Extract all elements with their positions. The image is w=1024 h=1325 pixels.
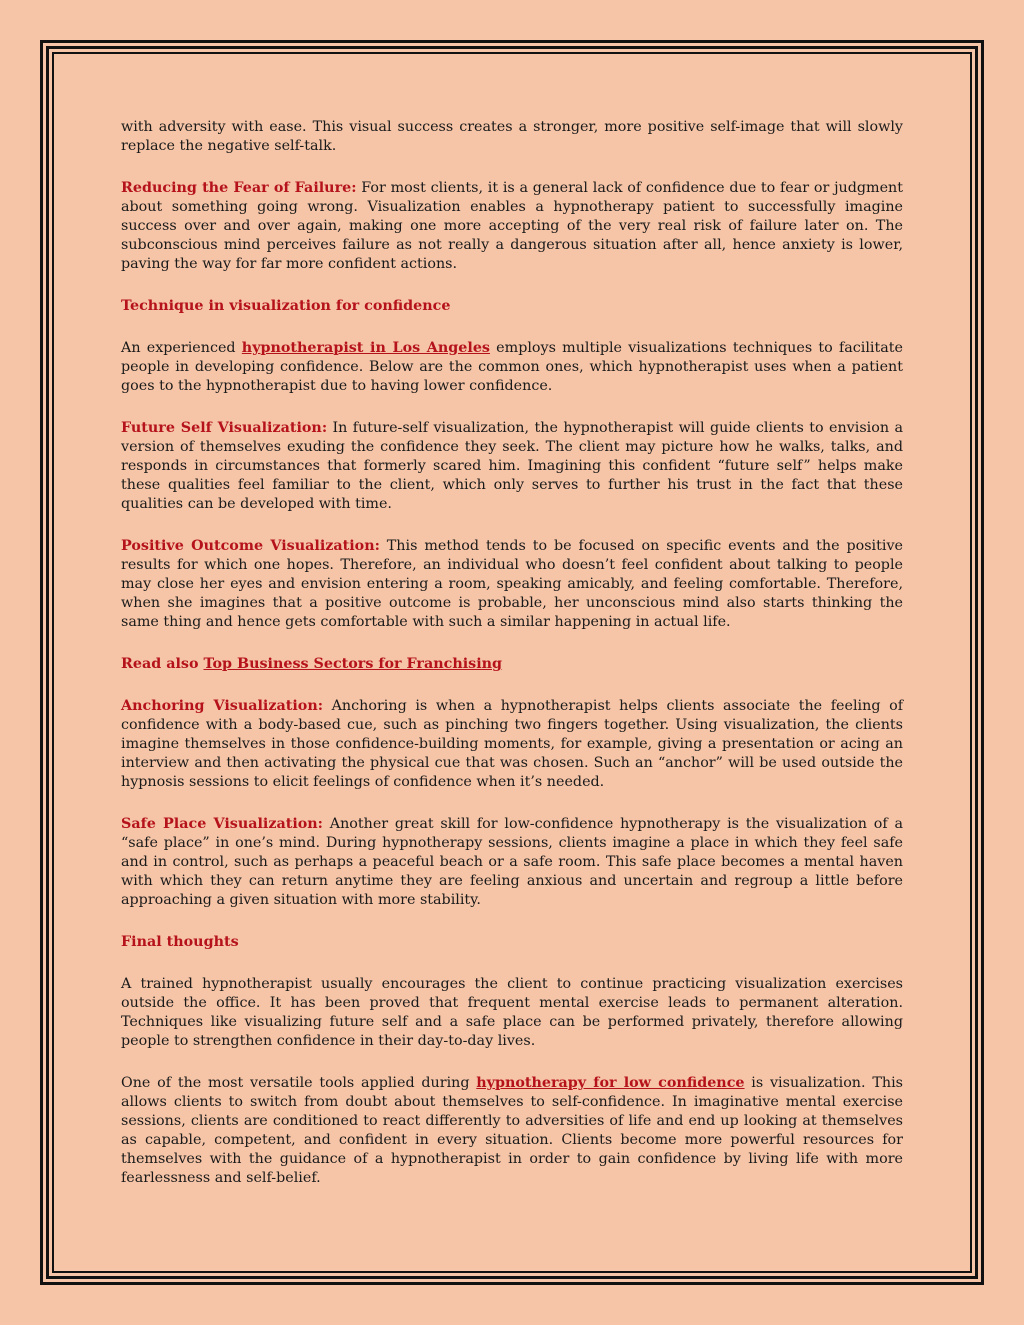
technique-heading: Technique in visualization for confidence: [121, 298, 451, 314]
hypnotherapist-los-angeles-link[interactable]: hypnotherapist in Los Angeles: [241, 340, 490, 356]
future-self-paragraph: [121, 419, 903, 514]
hypnotherapy-low-confidence-link[interactable]: hypnotherapy for low confidence: [476, 1075, 745, 1091]
franchising-link[interactable]: Top Business Sectors for Franchising: [203, 656, 503, 672]
safe-place-text: Another great skill for low-confidence hypnotherapy is the visualization of a “safe place” in one’s mind. During hypnotherapy sessions, clients imagine a place in which they feel safe and in control, such as perhaps a peaceful beach or a safe room. This safe place becomes a mental haven with which they can return anytime they are feeling anxious and uncertain and regroup a little before approaching a given situation with more stability.: [121, 816, 903, 908]
safe-place-label: Safe Place Visualization:: [121, 816, 323, 832]
intro-paragraph: with adversity with ease. This visual success creates a stronger, more positive self-image that will slowly replace the negative self-talk.: [121, 119, 903, 154]
experienced-paragraph: An experienced hypnotherapist in Los Angeles employs multiple visualizations techniques to facilitate people in developing confidence. Below are the common ones, which hypnotherapist uses when a patient goes to the hypnotherapist due to having lower confidence.: [121, 340, 903, 394]
positive-outcome-label: Positive Outcome Visualization:: [121, 538, 380, 554]
article-body: [121, 118, 903, 1211]
positive-outcome-text: This method tends to be focused on specific events and the positive results for which one hopes. Therefore, an individual who doesn’t feel confident about talking to people may close her eyes and envision entering a room, speaking amicably, and feeling comfortable. Therefore, when she imagines that a positive outcome is probable, her unconscious mind also starts thinking the same thing and hence gets comfortable with such a similar happening in actual life.: [121, 538, 903, 630]
trained-paragraph: A trained hypnotherapist usually encourages the client to continue practicing visualization exercises outside the office. It has been proved that frequent mental exercise leads to permanent alteration. Techniques like visualizing future self and a safe place can be performed privately, therefore allowing people to strengthen confidence in their day-to-day lives.: [121, 976, 903, 1049]
anchoring-paragraph: [121, 697, 903, 792]
anchoring-label: Anchoring Visualization:: [121, 698, 323, 714]
fear-of-failure-label: Reducing the Fear of Failure:: [121, 180, 357, 196]
fear-of-failure-text: For most clients, it is a general lack of confidence due to fear or judgment about something going wrong. Visualization enables a hypnotherapy patient to successfully imagine success over and over again, making one more accepting of the very real risk of failure later on. The subconscious mind perceives failure as not really a dangerous situation after all, hence anxiety is lower, paving the way for far more confident actions.: [121, 180, 903, 272]
anchoring-text: Anchoring is when a hypnotherapist helps clients associate the feeling of confidence with a body-based cue, such as pinching two fingers together. Using visualization, the clients imagine themselves in those confidence-building moments, for example, giving a presentation or acing an interview and then activating the physical cue that was chosen. Such an “anchor” will be used outside the hypnosis sessions to elicit feelings of confidence when it’s needed.: [121, 698, 903, 790]
final-thoughts-heading: Final thoughts: [121, 934, 239, 950]
fear-of-failure-paragraph: [121, 179, 903, 274]
future-self-text: In future-self visualization, the hypnotherapist will guide clients to envision a version of themselves exuding the confidence they seek. The client may picture how he walks, talks, and responds in circumstances that formerly scared him. Imagining this confident “future self” helps make these qualities feel familiar to the client, which only serves to further his trust in the fact that these qualities can be developed with time.: [121, 420, 903, 512]
safe-place-paragraph: [121, 815, 903, 910]
positive-outcome-paragraph: [121, 537, 903, 632]
read-also-label: Read also: [121, 656, 204, 672]
future-self-label: Future Self Visualization:: [121, 420, 328, 436]
read-also-line: [121, 655, 903, 674]
versatile-paragraph: One of the most versatile tools applied during hypnotherapy for low confidence is visualization. This allows clients to switch from doubt about themselves to self-confidence. In imaginative mental exercise sessions, clients are conditioned to react differently to adversities of life and end up looking at themselves as capable, competent, and confident in every situation. Clients become more powerful resources for themselves with the guidance of a hypnotherapist in order to gain confidence by living life with more fearlessness and self-belief.: [121, 1075, 903, 1186]
